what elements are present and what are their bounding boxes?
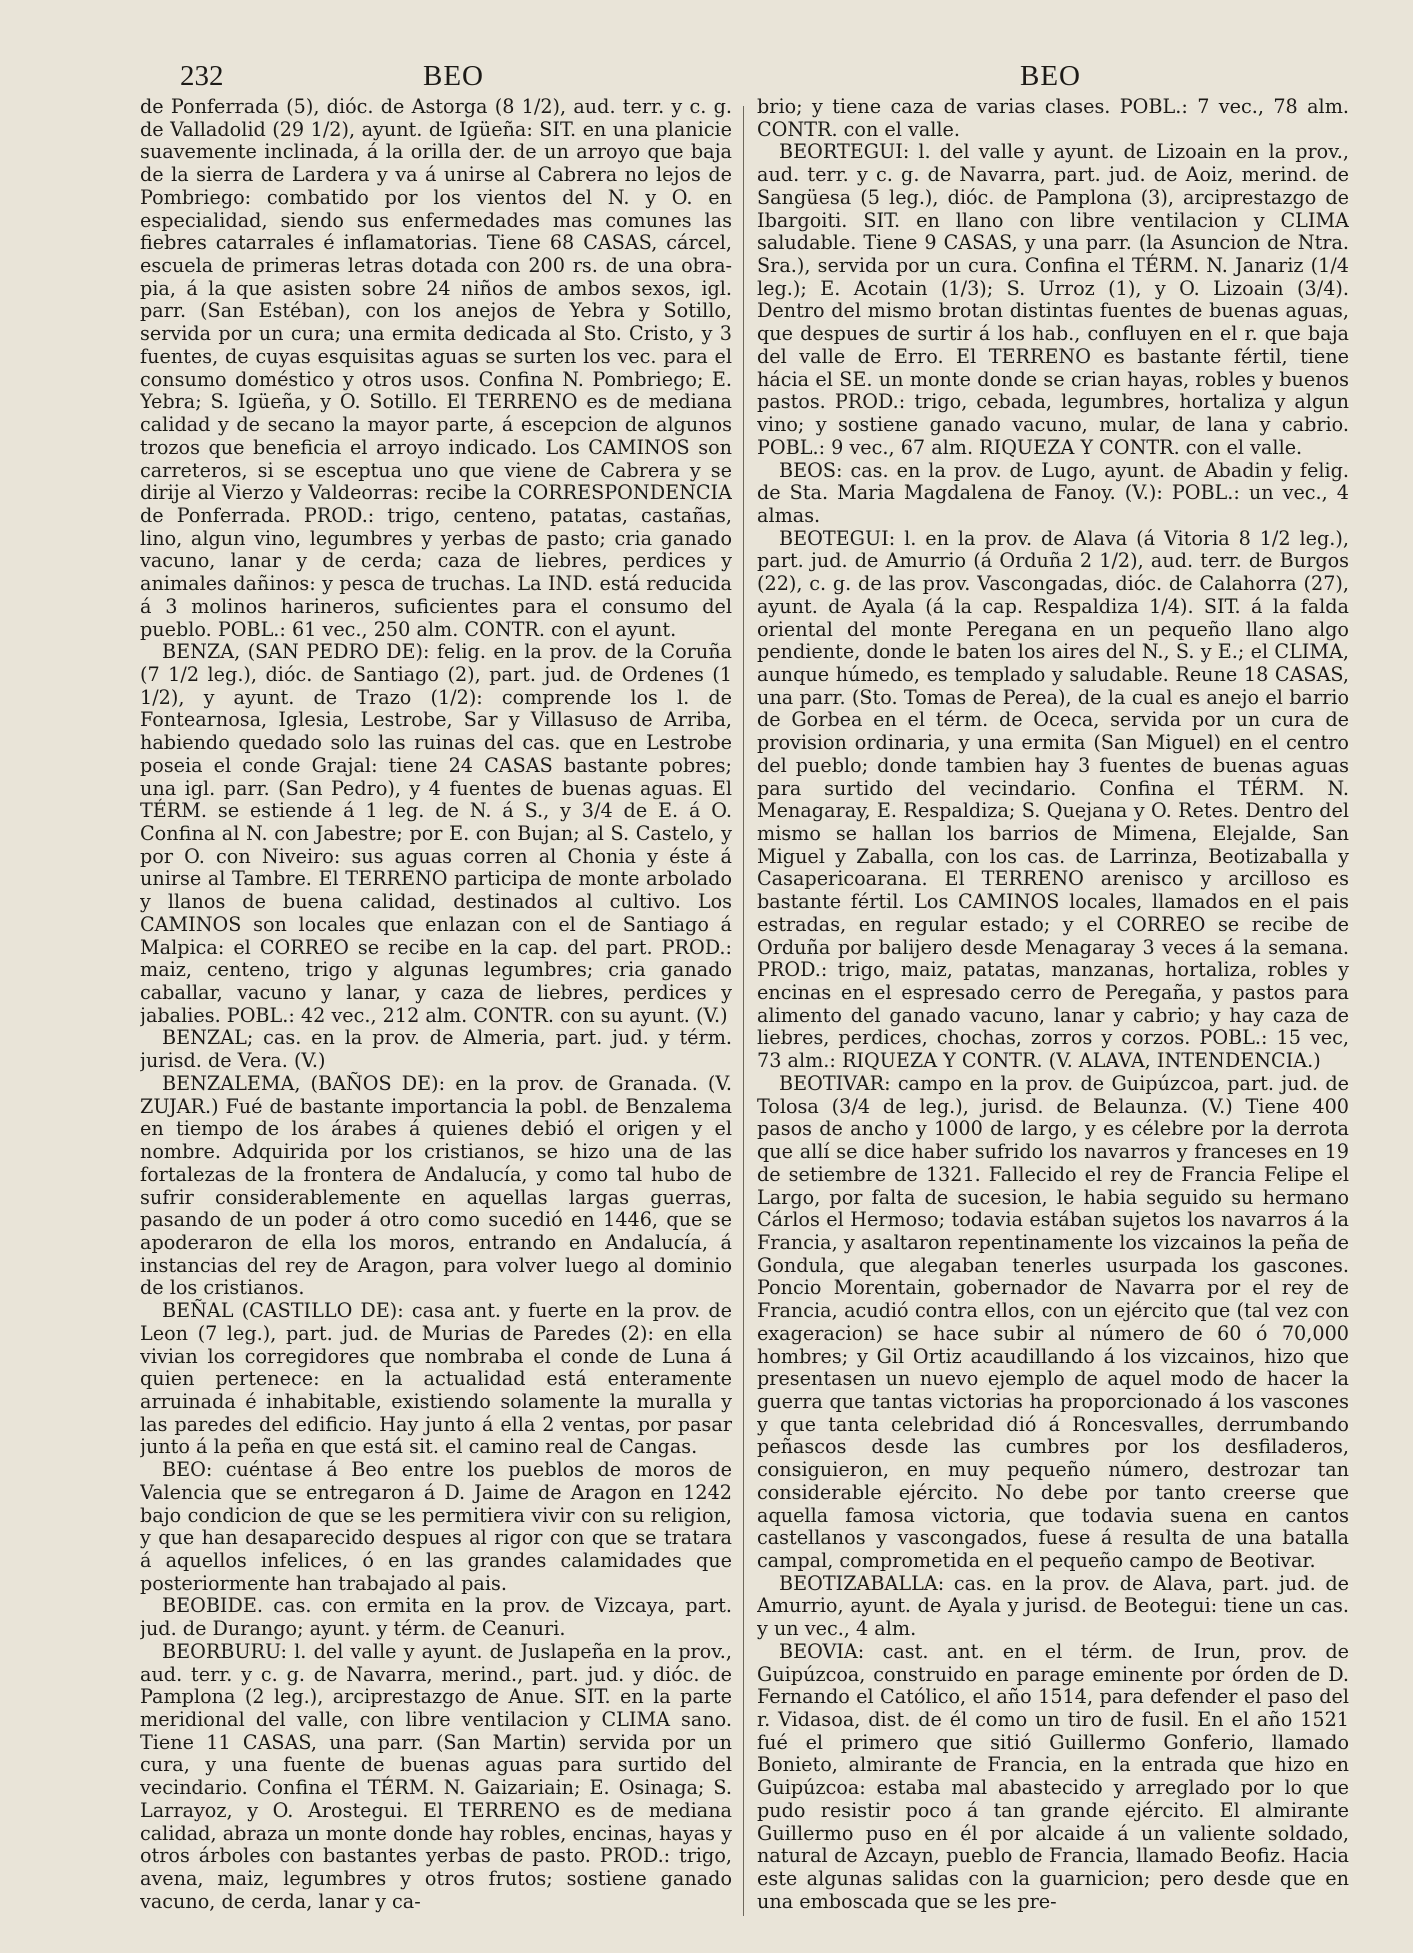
left-column	[140, 96, 732, 1926]
text-columns	[140, 96, 1353, 1926]
entry-beotegui: BEOTEGUI: l. en la prov. de Alava (á Vitoria 8 1/2 leg.), part. jud. de Amurrio (á Orduña 2 1/2), aud. terr. de Burgos (22), c. g. de las prov. Vascongadas, dióc. de Calahorra (27), ayunt. de Ayala (á la cap. Respaldiza 1/4). SIT. á la falda oriental del monte Peregana en un pequeño llano algo pendiente, donde le baten los aires del N., S. y E.; el CLIMA, aunque húmedo, es templado y saludable. Reune 18 CASAS, una parr. (Sto. Tomas de Perea), de la cual es anejo el barrio de Gorbea en el térm. de Oceca, servida por un cura de provision ordinaria, y una ermita (San Miguel) en el centro del pueblo; donde tambien hay 3 fuentes de buenas aguas para surtido del vecindario. Confina el TÉRM. N. Menagaray, E. Respaldiza; S. Quejana y O. Retes. Dentro del mismo se hallan los barrios de Mimena, Elejalde, San Miguel y Zaballa, con los cas. de Larrinza, Beotizaballa y Casapericoarana. El TERRENO arenisco y arcilloso es bastante fértil. Los CAMINOS locales, llamados en el pais estradas, en regular estado; y el CORREO se recibe de Orduña por balijero desde Menagaray 3 veces á la semana. PROD.: trigo, maiz, patatas, manzanas, hortaliza, robles y encinas en el espresado cerro de Peregaña, y pastos para alimento del ganado vacuno, lanar y cabrio; y hay caza de liebres, perdices, chochas, zorros y corzos. POBL.: 15 vec, 73 alm.: RIQUEZA Y CONTR. (V. ALAVA, INTENDENCIA.)	[757, 526, 1349, 1073]
entry-benzal: BENZAL; cas. en la prov. de Almeria, part. jud. y térm. jurisd. de Vera. (V.)	[140, 1026, 732, 1073]
page-number: 232	[180, 60, 224, 92]
entry-beobide: BEOBIDE. cas. con ermita en la prov. de Vizcaya, part. jud. de Durango; ayunt. y térm. de Ceanuri.	[140, 1594, 732, 1641]
entry-beorburu: BEORBURU: l. del valle y ayunt. de Juslapeña en la prov., aud. terr. y c. g. de Navarra, merind., part. jud. y dióc. de Pamplona (2 leg.), arciprestazgo de Anue. SIT. en la parte meridional del valle, con libre ventilacion y CLIMA sano. Tiene 11 CASAS, una parr. (San Martin) servida por un cura, y una fuente de buenas aguas para surtido del vecindario. Confina el TÉRM. N. Gaizariain; E. Osinaga; S. Larrayoz, y O. Arostegui. El TERRENO es de mediana calidad, abraza un monte donde hay robles, encinas, hayas y otros árboles con bastantes yerbas de pasto. PROD.: trigo, avena, maiz, legumbres y otros frutos; sostiene ganado vacuno, de cerda, lanar y ca-	[140, 1639, 732, 1913]
entry-beos: BEOS: cas. en la prov. de Lugo, ayunt. de Abadin y felig. de Sta. Maria Magdalena de Fanoy. (V.): POBL.: un vec., 4 almas.	[757, 458, 1349, 527]
entry-beo: BEO: cuéntase á Beo entre los pueblos de moros de Valencia que se entregaron á D. Jaime de Aragon en 1242 bajo condicion de que se les permitiera vivir con su religion, y que han desaparecido despues al rigor con que se tratara á aquellos infelices, ó en las grandes calamidades que posteriormente han trabajado al pais.	[140, 1458, 732, 1595]
entry-beortegui: BEORTEGUI: l. del valle y ayunt. de Lizoain en la prov., aud. terr. y c. g. de Navarra, part. jud. de Aoiz, merind. de Sangüesa (5 leg.), dióc. de Pamplona (3), arciprestazgo de Ibargoiti. SIT. en llano con libre ventilacion y CLIMA saludable. Tiene 9 CASAS, y una parr. (la Asuncion de Ntra. Sra.), servida por un cura. Confina el TÉRM. N. Janariz (1/4 leg.); E. Acotain (1/3); S. Urroz (1), y O. Lizoain (3/4). Dentro del mismo brotan distintas fuentes de buenas aguas, que despues de surtir á los hab., confluyen en el r. que baja del valle de Erro. El TERRENO es bastante fértil, tiene hácia el SE. un monte donde se crian hayas, robles y buenos pastos. PROD.: trigo, cebada, legumbres, hortaliza y algun vino; y sostiene ganado vacuno, mular, de lana y cabrio. POBL.: 9 vec., 67 alm. RIQUEZA Y CONTR. con el valle.	[757, 140, 1349, 459]
running-head-right: BEO	[1020, 60, 1081, 92]
entry-beorburu-cont: brio; y tiene caza de varias clases. POBL.: 7 vec., 78 alm. CONTR. con el valle.	[757, 96, 1349, 141]
running-head-left: BEO	[423, 60, 484, 92]
entry-benal: BEÑAL (CASTILLO DE): casa ant. y fuerte en la prov. de Leon (7 leg.), part. jud. de Murias de Paredes (2): en ella vivian los corregidores que nombraba el conde de Luna á quien pertenece: en la actualidad está enteramente arruinada é inhabitable, existiendo solamente la muralla y las paredes del edificio. Hay junto á ella 2 ventas, por pasar junto á la peña en que está sit. el camino real de Cangas.	[140, 1299, 732, 1459]
entry-beotivar: BEOTIVAR: campo en la prov. de Guipúzcoa, part. jud. de Tolosa (3/4 de leg.), jurisd. de Belaunza. (V.) Tiene 400 pasos de ancho y 1000 de largo, y es célebre por la derrota que allí se dice haber sufrido los navarros y franceses en 19 de setiembre de 1321. Fallecido el rey de Francia Felipe el Largo, por falta de sucesion, le habia seguido su hermano Cárlos el Hermoso; todavia estában sujetos los navarros á la Francia, y asaltaron repentinamente los vizcainos la peña de Gondula, que alegaban tenerles usurpada los gascones. Poncio Morentain, gobernador de Navarra por el rey de Francia, acudió contra ellos, con un ejército que (tal vez con exageracion) se hace subir al número de 60 ó 70,000 hombres; y Gil Ortiz acaudillando á los vizcainos, hizo que presentasen un nuevo ejemplo de aquel modo de hacer la guerra que tantas victorias ha proporcionado á los vascones y que tanta celebridad dió á Roncesvalles, derrumbando peñascos desde las cumbres por los desfiladeros, consiguieron, en muy pequeño número, destrozar tan considerable ejército. No debe por tanto creerse que aquella famosa victoria, que todavia suena en cantos castellanos y vascongados, fuese á resulta de una batalla campal, comprometida en el pequeño campo de Beotivar.	[757, 1071, 1349, 1572]
entry-beotizaballa: BEOTIZABALLA: cas. en la prov. de Alava, part. jud. de Amurrio, ayunt. de Ayala y jurisd. de Beotegui: tiene un cas. y un vec., 4 alm.	[757, 1571, 1349, 1641]
right-column	[757, 96, 1349, 1926]
column-divider	[743, 106, 744, 1916]
entry-ponferrada-cont: de Ponferrada (5), dióc. de Astorga (8 1/2), aud. terr. y c. g. de Valladolid (29 1/2), ayunt. de Igüeña: SIT. en una planicie suavemente inclinada, á la orilla der. de un arroyo que baja de la sierra de Lardera y va á unirse al Cabrera no lejos de Pombriego: combatido por los vientos del N. y O. en especialidad, siendo sus enfermedades mas comunes las fiebres catarrales é inflamatorias. Tiene 68 CASAS, cárcel, escuela de primeras letras dotada con 200 rs. de una obra-pia, á la que asisten sobre 24 niños de ambos sexos, igl. parr. (San Estéban), con los anejos de Yebra y Sotillo, servida por un cura; una ermita dedicada al Sto. Cristo, y 3 fuentes, de cuyas esquisitas aguas se surten los vec. para el consumo doméstico y otros usos. Confina N. Pombriego; E. Yebra; S. Igüeña, y O. Sotillo. El TERRENO es de mediana calidad y de secano la mayor parte, á escepcion de algunos trozos que beneficia el arroyo indicado. Los CAMINOS son carreteros, si se esceptua uno que viene de Cabrera y se dirije al Vierzo y Valdeorras: recibe la CORRESPONDENCIA de Ponferrada. PROD.: trigo, centeno, patatas, castañas, lino, algun vino, legumbres y yerbas de pasto; cria ganado vacuno, lanar y de cerda; caza de liebres, perdices y animales dañinos: y pesca de truchas. La IND. está reducida á 3 molinos harineros, suficientes para el consumo del pueblo. POBL.: 61 vec., 250 alm. CONTR. con el ayunt.	[140, 96, 732, 641]
entry-beovia: BEOVIA: cast. ant. en el térm. de Irun, prov. de Guipúzcoa, construido en parage eminente por órden de D. Fernando el Católico, el año 1514, para defender el paso del r. Vidasoa, dist. de él como un tiro de fusil. En el año 1521 fué el primero que sitió Guillermo Gonferio, llamado Bonieto, almirante de Francia, en la entrada que hizo en Guipúzcoa: estaba mal abastecido y arreglado por lo que pudo resistir poco á tan grande ejército. El almirante Guillermo puso en él por alcaide á un valiente soldado, natural de Azcayn, pueblo de Francia, llamado Beofiz. Hacia este algunas salidas con la guarnicion; pero desde que en una emboscada que se les pre-	[757, 1639, 1349, 1913]
entry-benza: BENZA, (SAN PEDRO DE): felig. en la prov. de la Coruña (7 1/2 leg.), dióc. de Santiago (2), part. jud. de Ordenes (1 1/2), y ayunt. de Trazo (1/2): comprende los l. de Fontearnosa, Iglesia, Lestrobe, Sar y Villasuso de Arriba, habiendo quedado solo las ruinas del cas. que en Lestrobe poseia el conde Grajal: tiene 24 CASAS bastante pobres; una igl. parr. (San Pedro), y 4 fuentes de buenas aguas. El TÉRM. se estiende á 1 leg. de N. á S., y 3/4 de E. á O. Confina al N. con Jabestre; por E. con Bujan; al S. Castelo, y por O. con Niveiro: sus aguas corren al Chonia y éste á unirse al Tambre. El TERRENO participa de monte arbolado y llanos de buena calidad, destinados al cultivo. Los CAMINOS son locales que enlazan con el de Santiago á Malpica: el CORREO se recibe en la cap. del part. PROD.: maiz, centeno, trigo y algunas legumbres; cria ganado caballar, vacuno y lanar, y caza de liebres, perdices y jabalies. POBL.: 42 vec., 212 alm. CONTR. con su ayunt. (V.)	[140, 640, 732, 1027]
page-header	[140, 58, 1353, 100]
entry-benzalema: BENZALEMA, (BAÑOS DE): en la prov. de Granada. (V. ZUJAR.) Fué de bastante importancia la pobl. de Benzalema en tiempo de los árabes á quienes debió el origen y el nombre. Adquirida por los cristianos, se hizo una de las fortalezas de la frontera de Andalucía, y como tal hubo de sufrir considerablemente en aquellas largas guerras, pasando de un poder á otro como sucedió en 1446, que se apoderaron de ella los moros, entrando en Andalucía, á instancias del rey de Aragon, para volver luego al dominio de los cristianos.	[140, 1071, 732, 1300]
